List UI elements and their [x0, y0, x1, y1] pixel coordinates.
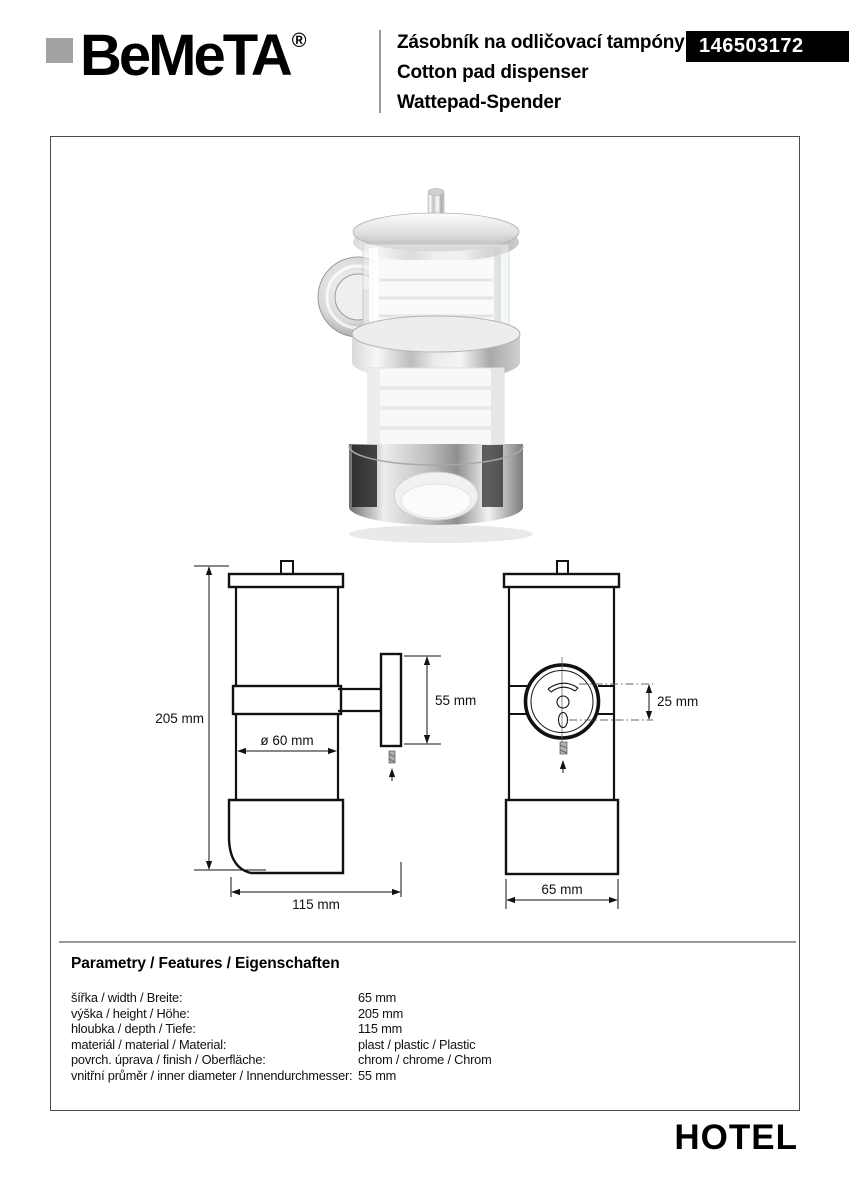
- param-label: vnitřní průměr / inner diameter / Innendurchmesser:: [71, 1067, 353, 1083]
- param-row-height: [71, 1006, 781, 1022]
- technical-drawings: [61, 553, 781, 921]
- param-value: 55 mm: [358, 1067, 397, 1083]
- header-divider: [379, 30, 381, 113]
- param-row-width: [71, 990, 781, 1006]
- param-value: 115 mm: [358, 1021, 403, 1037]
- product-titles: [397, 28, 685, 118]
- param-value: plast / plastic / Plastic: [358, 1036, 476, 1052]
- param-label: materiál / material / Material:: [71, 1036, 227, 1052]
- param-value: 65 mm: [358, 990, 397, 1005]
- drawing-front-view: [504, 561, 698, 909]
- section-divider: [59, 941, 796, 943]
- collection-name: HOTEL: [674, 1118, 798, 1157]
- param-row-material: [71, 1037, 781, 1053]
- brand-name: BeMeTA: [80, 23, 290, 88]
- dim-label-width: 65 mm: [541, 882, 583, 897]
- dim-label-depth: 115 mm: [292, 897, 340, 912]
- content-frame: [50, 136, 800, 1111]
- dim-label-diameter: ø 60 mm: [260, 733, 314, 748]
- param-value: 205 mm: [358, 1005, 404, 1021]
- product-title-de: Wattepad-Spender: [397, 92, 561, 113]
- dim-label-height: 205 mm: [155, 711, 204, 726]
- product-title-cs: Zásobník na odličovací tampóny: [397, 32, 685, 53]
- param-label: výška / height / Höhe:: [71, 1005, 190, 1021]
- parameters-heading: Parametry / Features / Eigenschaften: [71, 955, 340, 972]
- drawing-side-view: [155, 561, 476, 912]
- product-photo: [301, 162, 571, 552]
- param-row-depth: [71, 1021, 781, 1037]
- param-row-finish: [71, 1052, 781, 1068]
- bottom-cup: [349, 444, 523, 525]
- param-label: povrch. úprava / finish / Oberfläche:: [71, 1052, 266, 1068]
- product-title-en: Cotton pad dispenser: [397, 62, 589, 83]
- param-row-inner-diameter: [71, 1068, 781, 1084]
- brand-logo: [46, 23, 307, 88]
- photo-shadow: [349, 525, 533, 543]
- brand-logo-square-icon: [46, 38, 73, 63]
- parameters-section: [71, 955, 781, 1084]
- dim-label-plate-height: 55 mm: [435, 693, 477, 708]
- product-code-badge: 146503172: [686, 31, 849, 62]
- registered-trademark-symbol: ®: [291, 30, 307, 52]
- dim-label-hole-spacing: 25 mm: [657, 694, 699, 709]
- param-value: chrom / chrome / Chrom: [358, 1052, 492, 1068]
- param-label: šířka / width / Breite:: [71, 990, 183, 1005]
- param-label: hloubka / depth / Tiefe:: [71, 1021, 196, 1037]
